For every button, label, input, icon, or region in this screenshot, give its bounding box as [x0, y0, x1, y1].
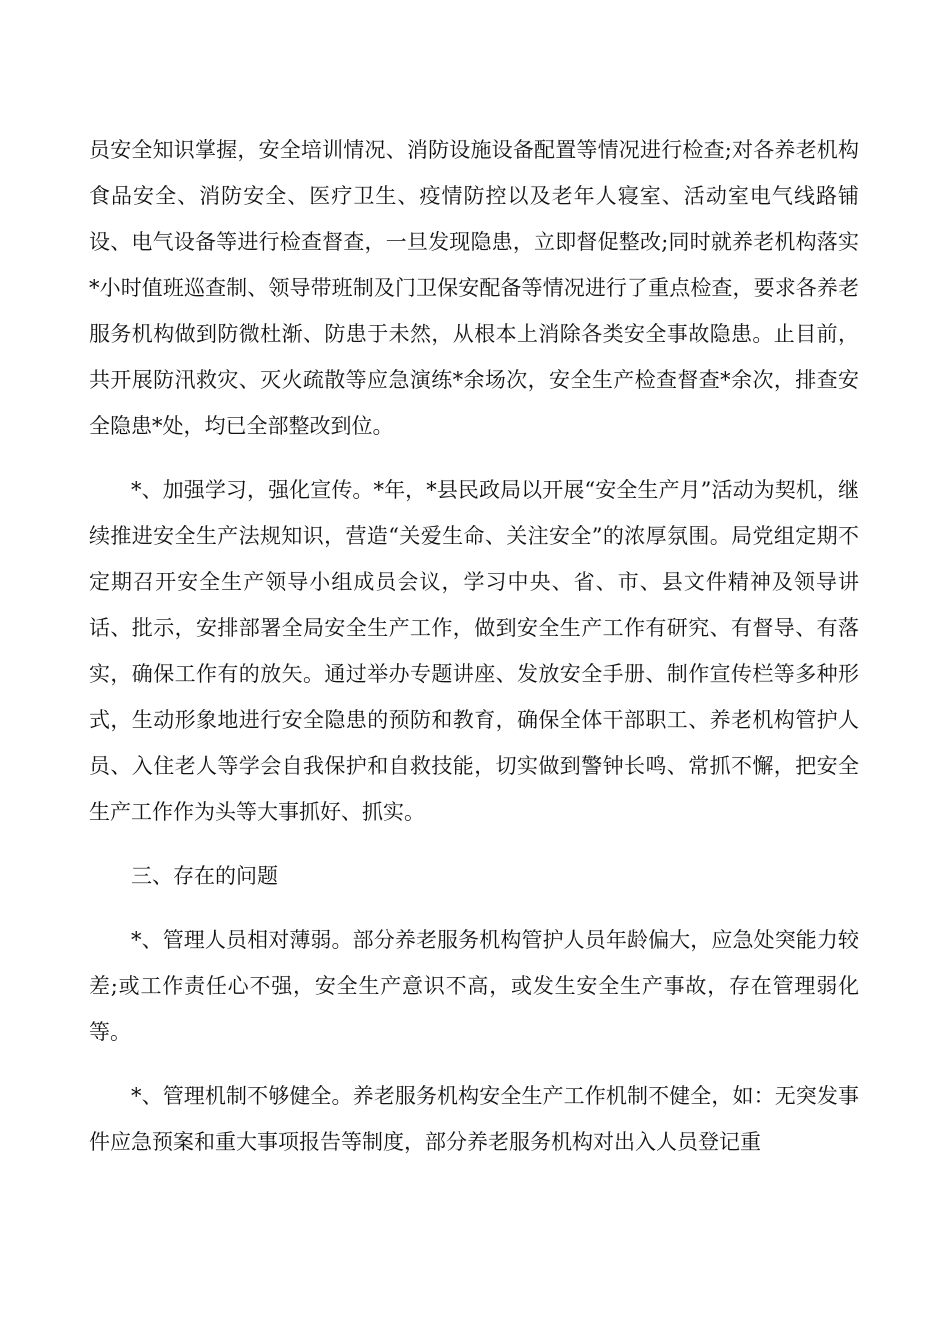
paragraph-study-publicity: *、加强学习，强化宣传。*年，*县民政局以开展“安全生产月”活动为契机，继续推进安全生产法规知识，营造“关爱生命、关注安全”的浓厚氛围。局党组定期不定期召开安全生产领导小组成员会议，学习中央、省、市、县文件精神及领导讲话、批示，安排部署全局安全生产工作，做到安全生产工作有研究、有督导、有落实，确保工作有的放矢。通过举办专题讲座、发放安全手册、制作宣传栏等多种形式，生动形象地进行安全隐患的预防和教育，确保全体干部职工、养老机构管护人员、入住老人等学会自我保护和自救技能，切实做到警钟长鸣、常抓不懈，把安全生产工作作为头等大事抓好、抓实。: [89, 478, 859, 824]
document-body: [89, 127, 859, 1183]
paragraph-inspection-details: 员安全知识掌握，安全培训情况、消防设施设备配置等情况进行检查;对各养老机构食品安全、消防安全、医疗卫生、疫情防控以及老年人寝室、活动室电气线路铺设、电气设备等进行检查督查，一旦发现隐患，立即督促整改;同时就养老机构落实*小时值班巡查制、领导带班制及门卫保安配备等情况进行了重点检查，要求各养老服务机构做到防微杜渐、防患于未然，从根本上消除各类安全事故隐患。止目前，共开展防汛救灾、灭火疏散等应急演练*余场次，安全生产检查督查*余次，排查安全隐患*处，均已全部整改到位。: [89, 138, 859, 438]
paragraph-management-mechanism: *、管理机制不够健全。养老服务机构安全生产工作机制不健全，如：无突发事件应急预案和重大事项报告等制度，部分养老服务机构对出入人员登记重: [89, 1084, 859, 1154]
section-heading-problems: 三、存在的问题: [131, 864, 278, 888]
paragraph-management-staff: *、管理人员相对薄弱。部分养老服务机构管护人员年龄偏大，应急处突能力较差;或工作责任心不强，安全生产意识不高，或发生安全生产事故，存在管理弱化等。: [89, 928, 859, 1044]
